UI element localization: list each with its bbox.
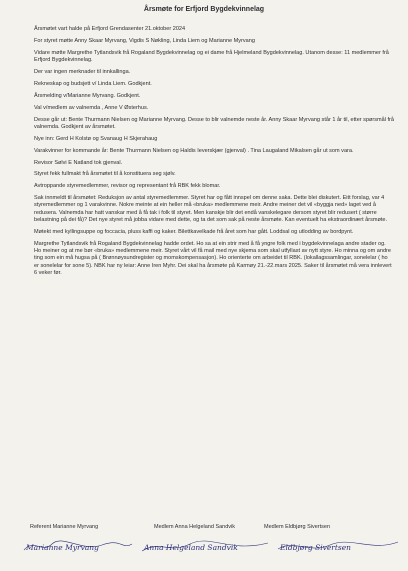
- document-title: Årsmøte for Erfjord Bygdekvinnelag: [143, 6, 265, 13]
- paragraph-leaving: Desse går ut: Bente Thurmann Nielsen og Marianne Myrvang. Desse to blir valnemde neste år. Anny Skaar Myrvang står 1 år til, etter spørsmål frå valnemda. Godkjent av årsmøtet.: [34, 116, 394, 130]
- paragraph-no-remarks: Der var ingen merknader til innkallinga.: [34, 68, 131, 75]
- paragraph-rbk-speech: Margrethe Tytlandsvik frå Rogaland Bygdekvinnelag hadde ordet. Ho sa at ein strir med å få yngre folk med i bygdekvinnelaga andre stader og. Ho meiner og at me bør «bruka» medlemmene meir. Styret vårt vil få mail med nye skjema som skal utfyllast av nytt styre. Ho minna og om andre ting som ein må hugsa på ( Brønnøysundregister og momskompensasjon). Ho orienterte om arbeidet til RBK. (lokallagssamlingar, sonelelar ( ho er sonelelar for sone 5). NBK har ny leiar: Anne Iren Myhr. Dei skal ha årsmøte på Karmøy 21.-22.mars 2025. Saker til årsmøtet må vera innlevert 6 veker før.: [34, 240, 392, 277]
- paragraph-attendees: Vidare møtte Margrethe Tytlandsvik frå Rogaland Bygdekvinnelag og ei dame frå Hjelmeland Bygdekvinnelag. Utanom desse: 11 medlemmer frå Erfjord Bygdekvinnelag.: [34, 49, 389, 64]
- paragraph-board-present: For styret møtte Anny Skaar Myrvang, Vigdis S Nøkling, Linda Liem og Marianne Myrvang: [34, 37, 255, 44]
- paragraph-mandate: Styret fekk fullmakt frå årsmøtet til å konstituera seg sjølv.: [34, 171, 176, 178]
- paragraph-annual-report: Årsmelding v/Marianne Myrvang. Godkjent.: [34, 92, 141, 99]
- paragraph-accounts: Rekneskap og budsjett v/ Linda Liem. Godkjent.: [34, 80, 152, 87]
- signature-role-referent: Referent Marianne Myrvang: [30, 524, 99, 530]
- paragraph-deputies: Varakvinner for kommande år: Bente Thurmann Nielsen og Haldis Ieverskjær (gjenval) . Tina Laugaland Mikalsen går ut som vara.: [34, 147, 354, 154]
- document-body: [34, 26, 394, 282]
- signature-block: [22, 524, 402, 568]
- paragraph-auditor: Revisor Sølvi E Natland tok gjenval.: [34, 159, 123, 166]
- signature-text-referent: Marianne Myrvang: [26, 543, 99, 552]
- handwritten-signature-referent: [22, 536, 134, 556]
- handwritten-signature-member-1: [140, 536, 270, 556]
- paragraph-meeting-place: Årsmøtet vart halde på Erfjord Grendasenter 21.oktober 2024: [34, 26, 186, 32]
- signature-role-member-2: Medlem Eldbjørg Sivertsen: [264, 524, 331, 530]
- paragraph-board-reduction: Sak innmeldt til årsmøtet: Reduksjon av antal styremedlemmer. Styret har og fått innspel om denne saka. Dette blei diskutert. Eitt forslag, var 4 styremedlemmer og 1 varakvinne. Nokre meinte at ein heller må «bruka» medlemmene meir. Andre meiner det vil «byggja ned» laget ved å redusera. Valnemda har hatt vanskar med å få tak i folk til styret. Men kanskje blir det endå vanskelegare dersom styret blir redusert ( større belastning på dei få)? Det nye styret må jobba vidare med dette, og ta det som sak på neste årsmøte. Kan eventuelt ha ekstraordinært årsmøte.: [34, 195, 388, 224]
- signature-text-member-1: Anna Helgeland Sandvik: [144, 543, 238, 552]
- paragraph-new-members: Nye inn: Gerd H Kolstø og Svanaug H Skjerahaug: [34, 135, 158, 142]
- signature-role-member-1: Medlem Anna Helgeland Sandvik: [154, 524, 236, 530]
- paragraph-food: Møtekt med kyllingsuppe og foccacia, pluss kaffi og kaker. Bilettkavelkade frå året som har gått. Loddsal og utlodding av bordpynt.: [34, 228, 354, 235]
- paragraph-election: Val v/medlem av valnemda , Anne V Østerhus.: [34, 104, 149, 111]
- paragraph-flowers: Avtroppande styremedlemmer, revisor og representant frå RBK fekk blomar.: [34, 183, 221, 190]
- handwritten-signature-member-2: [276, 536, 400, 556]
- signature-text-member-2: Eldbjørg Sivertsen: [280, 543, 352, 552]
